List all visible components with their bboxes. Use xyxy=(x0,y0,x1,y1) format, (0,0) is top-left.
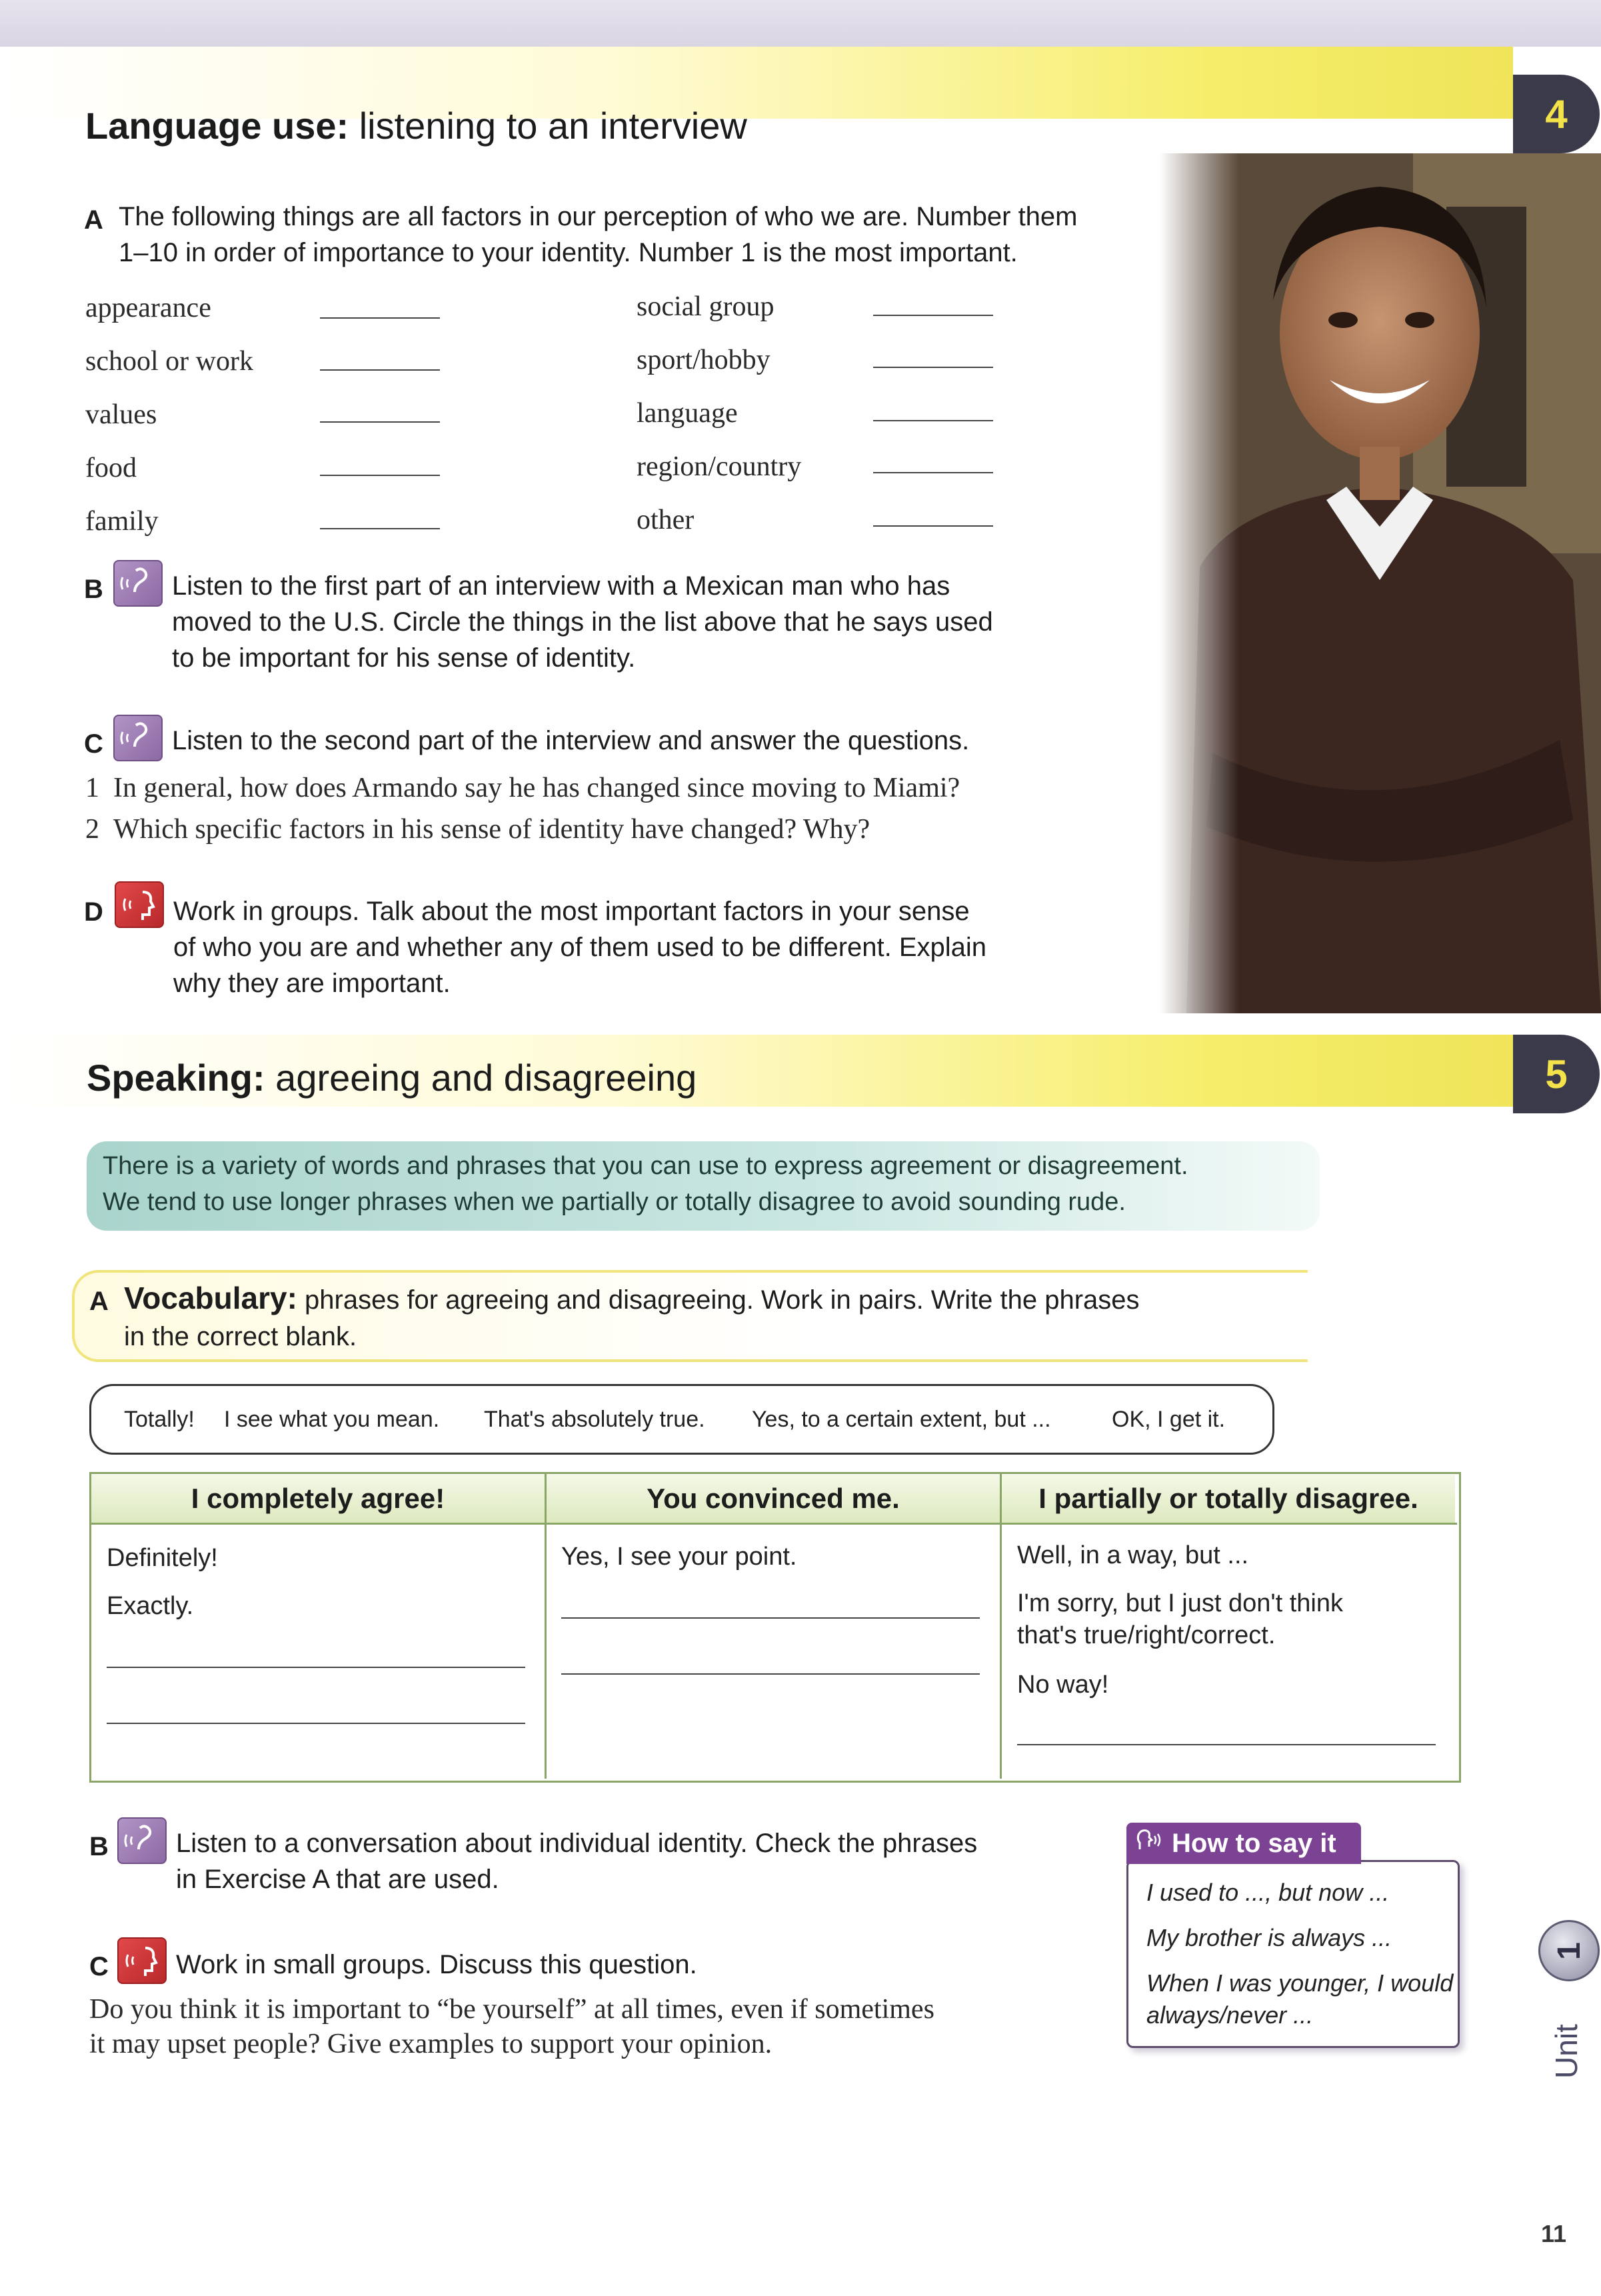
tip-note-line2: We tend to use longer phrases when we partially or totally disagree to avoid sounding rude. xyxy=(103,1188,1126,1216)
table-header-convinced: You convinced me. xyxy=(547,1475,1000,1523)
vocabulary-label: Vocabulary: xyxy=(124,1281,297,1315)
section-4-title-bold: Language use: xyxy=(85,105,349,147)
ranking-blank[interactable] xyxy=(320,421,440,423)
speaker-head-icon xyxy=(1133,1825,1166,1861)
ranking-blank[interactable] xyxy=(873,315,993,316)
table-header-divider xyxy=(89,1523,1457,1525)
how-to-say-it-item: My brother is always ... xyxy=(1146,1924,1392,1951)
how-to-say-it-tab xyxy=(1126,1823,1361,1864)
factor-item: other xyxy=(637,505,695,535)
phrase-bank-item[interactable]: Totally! xyxy=(124,1407,195,1432)
ex5c-question-line1: Do you think it is important to “be yourself” at all times, even if sometimes xyxy=(89,1994,934,2025)
ex4b-instruction-line2: moved to the U.S. Circle the things in the list above that he says used xyxy=(172,607,993,637)
ranking-blank[interactable] xyxy=(873,525,993,527)
ex5a-instruction-rest: phrases for agreeing and disagreeing. Work in pairs. Write the phrases xyxy=(297,1285,1140,1315)
ex4a-letter: A xyxy=(84,205,103,235)
phrase-bank-item[interactable]: I see what you mean. xyxy=(224,1407,440,1432)
table-cell: I'm sorry, but I just don't think xyxy=(1017,1589,1343,1617)
table-column-divider xyxy=(1000,1472,1002,1779)
listen-ear-icon xyxy=(113,560,163,607)
section-4-title xyxy=(85,104,747,147)
section-5-title xyxy=(87,1056,697,1099)
page-top-band xyxy=(0,0,1601,47)
table-cell: Definitely! xyxy=(107,1544,218,1572)
ex5a-letter: A xyxy=(89,1287,109,1316)
section-4-title-rest: listening to an interview xyxy=(349,105,747,147)
table-cell: Well, in a way, but ... xyxy=(1017,1541,1249,1569)
table-answer-blank[interactable] xyxy=(1017,1744,1436,1745)
section-4-number-tab: 4 xyxy=(1513,75,1600,153)
ex5b-instruction-line1: Listen to a conversation about individual identity. Check the phrases xyxy=(176,1829,978,1858)
factor-item: food xyxy=(85,453,137,483)
ex4b-instruction-line3: to be important for his sense of identity. xyxy=(172,643,636,673)
how-to-say-it-item: When I was younger, I would xyxy=(1146,1969,1454,1997)
ex4c-question-number: 1 xyxy=(85,773,99,803)
table-column-divider xyxy=(545,1472,547,1779)
factor-item: social group xyxy=(637,291,775,322)
ex4a-instruction-line1: The following things are all factors in our perception of who we are. Number them xyxy=(119,202,1078,231)
phrase-bank-item[interactable]: OK, I get it. xyxy=(1112,1407,1226,1432)
ex4c-question-2: Which specific factors in his sense of identity have changed? Why? xyxy=(113,814,870,845)
ex4b-letter: B xyxy=(84,575,103,604)
unit-number: 1 xyxy=(1551,1941,1587,1960)
ex5c-letter: C xyxy=(89,1952,109,1981)
ex4b-instruction-line1: Listen to the first part of an interview with a Mexican man who has xyxy=(172,571,950,601)
how-to-say-it-title: How to say it xyxy=(1172,1828,1336,1858)
page-number: 11 xyxy=(1541,2220,1567,2247)
section-5-title-rest: agreeing and disagreeing xyxy=(265,1057,697,1099)
ex4d-instruction-line3: why they are important. xyxy=(173,969,451,998)
unit-label: Unit xyxy=(1549,2024,1584,2079)
ex5b-letter: B xyxy=(89,1832,109,1861)
ex5b-instruction-line2: in Exercise A that are used. xyxy=(176,1865,499,1894)
ex4d-letter: D xyxy=(84,897,103,927)
ex5c-instruction: Work in small groups. Discuss this question. xyxy=(176,1950,697,1979)
ranking-blank[interactable] xyxy=(320,369,440,371)
table-cell: Yes, I see your point. xyxy=(561,1543,797,1571)
factor-item: appearance xyxy=(85,293,211,323)
table-cell: Exactly. xyxy=(107,1592,194,1620)
factor-item: region/country xyxy=(637,451,802,482)
unit-number-badge xyxy=(1538,1920,1600,1981)
ex4d-instruction-line2: of who you are and whether any of them used to be different. Explain xyxy=(173,933,987,962)
ex4c-question-1: In general, how does Armando say he has changed since moving to Miami? xyxy=(113,773,960,803)
ex5a-instruction-line1 xyxy=(124,1280,1140,1318)
phrase-bank-item[interactable]: That's absolutely true. xyxy=(484,1407,705,1432)
listen-ear-icon xyxy=(117,1817,167,1864)
ranking-blank[interactable] xyxy=(320,528,440,529)
section-5-title-bold: Speaking: xyxy=(87,1057,265,1099)
unit-side-tab xyxy=(1533,1920,1601,2080)
ex4c-letter: C xyxy=(84,729,103,759)
listen-ear-icon xyxy=(113,715,163,761)
ex5a-instruction-line2: in the correct blank. xyxy=(124,1322,357,1351)
table-cell: that's true/right/correct. xyxy=(1017,1621,1276,1649)
phrase-bank-item[interactable]: Yes, to a certain extent, but ... xyxy=(752,1407,1051,1432)
ranking-blank[interactable] xyxy=(873,472,993,473)
table-answer-blank[interactable] xyxy=(561,1617,980,1619)
factor-item: school or work xyxy=(85,346,253,377)
ranking-blank[interactable] xyxy=(873,367,993,368)
tip-note-line1: There is a variety of words and phrases that you can use to express agreement or disagreement. xyxy=(103,1152,1188,1180)
ranking-blank[interactable] xyxy=(320,475,440,476)
factor-item: sport/hobby xyxy=(637,345,771,375)
ranking-blank[interactable] xyxy=(320,317,440,319)
interviewee-photo xyxy=(1160,153,1601,1013)
ex4a-instruction-line2: 1–10 in order of importance to your identity. Number 1 is the most important. xyxy=(119,238,1018,267)
speaking-icon xyxy=(115,881,164,928)
table-header-disagree: I partially or totally disagree. xyxy=(1002,1475,1455,1523)
table-answer-blank[interactable] xyxy=(107,1723,525,1724)
man-portrait-illustration xyxy=(1160,153,1601,1013)
factor-item: language xyxy=(637,398,738,429)
factor-item: family xyxy=(85,506,159,537)
table-cell: No way! xyxy=(1017,1671,1109,1699)
ranking-blank[interactable] xyxy=(873,420,993,421)
ex4d-instruction-line1: Work in groups. Talk about the most important factors in your sense xyxy=(173,897,970,926)
section-5-number-tab: 5 xyxy=(1513,1035,1600,1113)
table-header-agree: I completely agree! xyxy=(91,1475,545,1523)
table-answer-blank[interactable] xyxy=(107,1667,525,1668)
how-to-say-it-item: I used to ..., but now ... xyxy=(1146,1879,1390,1906)
how-to-say-it-item: always/never ... xyxy=(1146,2001,1314,2029)
speaking-icon xyxy=(117,1937,167,1984)
table-answer-blank[interactable] xyxy=(561,1673,980,1675)
ex4c-question-number: 2 xyxy=(85,814,99,845)
ex5c-question-line2: it may upset people? Give examples to support your opinion. xyxy=(89,2029,773,2059)
ex4c-instruction: Listen to the second part of the interview and answer the questions. xyxy=(172,726,970,755)
factor-item: values xyxy=(85,399,157,430)
